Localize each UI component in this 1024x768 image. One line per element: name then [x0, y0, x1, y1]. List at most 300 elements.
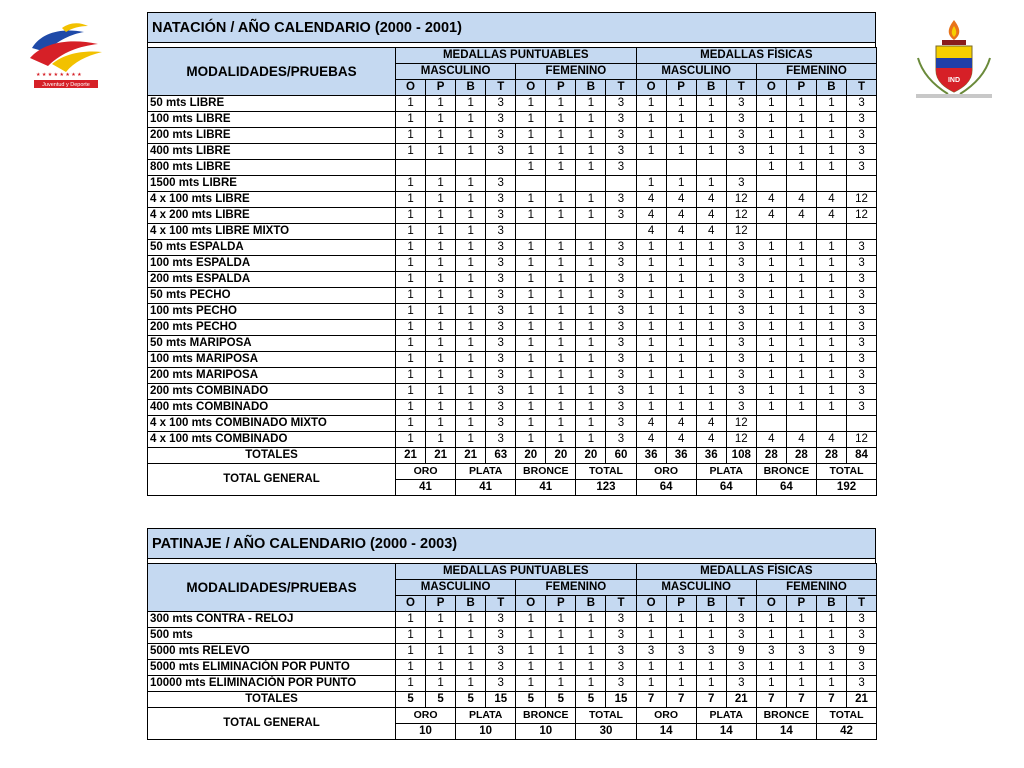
total-value: 63 — [486, 448, 516, 464]
medal-count: 1 — [546, 432, 576, 448]
medal-count: 1 — [636, 628, 666, 644]
table-row — [148, 384, 877, 400]
medal-count: 1 — [396, 400, 426, 416]
total-value: 84 — [846, 448, 876, 464]
medal-count: 3 — [846, 272, 876, 288]
medal-count: 1 — [396, 144, 426, 160]
medal-count: 3 — [726, 288, 756, 304]
medal-count: 1 — [786, 400, 816, 416]
medal-count: 1 — [516, 96, 546, 112]
table-row — [148, 336, 877, 352]
column-header: T — [486, 596, 516, 612]
medal-count: 1 — [816, 304, 846, 320]
medal-count — [816, 416, 846, 432]
total-value: 36 — [696, 448, 726, 464]
medal-count: 1 — [456, 272, 486, 288]
medal-count: 1 — [426, 612, 456, 628]
total-value: 28 — [786, 448, 816, 464]
medal-count: 1 — [696, 384, 726, 400]
medal-count — [786, 224, 816, 240]
medal-count: 1 — [636, 660, 666, 676]
medal-count: 1 — [426, 256, 456, 272]
medal-count: 4 — [696, 416, 726, 432]
medal-count: 1 — [516, 240, 546, 256]
medal-count — [516, 176, 546, 192]
totales-label: TOTALES — [148, 692, 396, 708]
medal-count: 3 — [726, 676, 756, 692]
medal-count: 1 — [576, 128, 606, 144]
medal-count: 3 — [846, 336, 876, 352]
medal-count — [816, 224, 846, 240]
medal-count: 1 — [396, 112, 426, 128]
medal-count: 1 — [636, 336, 666, 352]
medal-count: 3 — [606, 400, 636, 416]
medal-count: 3 — [846, 352, 876, 368]
medal-count: 3 — [636, 644, 666, 660]
table-row — [148, 128, 877, 144]
medal-count: 3 — [606, 384, 636, 400]
event-name: 50 mts PECHO — [148, 288, 396, 304]
medal-count: 1 — [696, 628, 726, 644]
fisicas-header: MEDALLAS FÍSICAS — [636, 48, 877, 64]
medal-count: 1 — [546, 384, 576, 400]
medal-count: 1 — [396, 192, 426, 208]
natacion-table — [147, 47, 877, 496]
medal-count: 1 — [756, 368, 786, 384]
medal-count: 1 — [696, 96, 726, 112]
event-name: 500 mts — [148, 628, 396, 644]
event-name: 200 mts ESPALDA — [148, 272, 396, 288]
medal-count: 1 — [456, 144, 486, 160]
medal-count: 1 — [816, 128, 846, 144]
medal-count: 1 — [546, 416, 576, 432]
medal-count — [516, 224, 546, 240]
medal-count: 3 — [606, 192, 636, 208]
medal-count: 1 — [456, 240, 486, 256]
total-value: 7 — [696, 692, 726, 708]
medal-count: 1 — [636, 612, 666, 628]
medal-count: 1 — [426, 144, 456, 160]
medal-count: 1 — [786, 112, 816, 128]
medal-count: 1 — [516, 208, 546, 224]
column-header: P — [666, 80, 696, 96]
medal-count: 1 — [756, 628, 786, 644]
medal-count — [786, 416, 816, 432]
medal-count: 1 — [516, 288, 546, 304]
column-header: P — [546, 80, 576, 96]
event-name: 100 mts MARIPOSA — [148, 352, 396, 368]
medal-count: 1 — [456, 224, 486, 240]
medal-count: 1 — [636, 352, 666, 368]
total-value: 7 — [756, 692, 786, 708]
medal-count: 3 — [606, 128, 636, 144]
medal-count: 1 — [666, 384, 696, 400]
event-name: 5000 mts ELIMINACIÓN POR PUNTO — [148, 660, 396, 676]
medal-count: 1 — [426, 176, 456, 192]
medal-count: 1 — [636, 240, 666, 256]
medal-count: 1 — [396, 96, 426, 112]
medal-count: 4 — [816, 208, 846, 224]
medal-count: 1 — [786, 256, 816, 272]
medal-count: 1 — [426, 224, 456, 240]
medal-count: 4 — [636, 432, 666, 448]
total-value: 5 — [546, 692, 576, 708]
medal-count: 1 — [636, 368, 666, 384]
medal-count: 1 — [426, 128, 456, 144]
medal-count: 1 — [396, 368, 426, 384]
medal-count — [846, 416, 876, 432]
event-name: 4 x 200 mts LIBRE — [148, 208, 396, 224]
medal-count: 3 — [726, 256, 756, 272]
medal-count: 3 — [486, 676, 516, 692]
event-name: 100 mts PECHO — [148, 304, 396, 320]
column-header: B — [816, 596, 846, 612]
medal-count: 1 — [576, 612, 606, 628]
medal-count: 1 — [456, 128, 486, 144]
medal-count — [486, 160, 516, 176]
medal-count: 1 — [816, 96, 846, 112]
total-general-value: 14 — [636, 724, 696, 740]
medal-count: 3 — [486, 112, 516, 128]
medal-count: 1 — [636, 288, 666, 304]
summary-column-header: PLATA — [456, 464, 516, 480]
medal-count: 3 — [846, 304, 876, 320]
medal-count: 3 — [846, 256, 876, 272]
medal-count: 1 — [546, 352, 576, 368]
event-name: 4 x 100 mts LIBRE — [148, 192, 396, 208]
medal-count: 4 — [756, 208, 786, 224]
medal-count: 1 — [426, 416, 456, 432]
masculino-header: MASCULINO — [636, 580, 756, 596]
medal-count: 3 — [486, 208, 516, 224]
medal-count: 1 — [696, 256, 726, 272]
medal-count: 3 — [726, 400, 756, 416]
medal-count: 1 — [696, 612, 726, 628]
medal-count: 1 — [516, 256, 546, 272]
medal-count: 1 — [546, 208, 576, 224]
medal-count: 1 — [666, 144, 696, 160]
medal-count: 1 — [396, 352, 426, 368]
medal-count: 1 — [636, 144, 666, 160]
medal-count: 4 — [786, 208, 816, 224]
section-title: NATACIÓN / AÑO CALENDARIO (2000 - 2001) — [147, 12, 876, 43]
total-value: 20 — [516, 448, 546, 464]
total-general-value: 10 — [516, 724, 576, 740]
medal-count: 3 — [726, 112, 756, 128]
medal-count: 3 — [486, 432, 516, 448]
medal-count: 1 — [696, 272, 726, 288]
medal-count: 3 — [606, 304, 636, 320]
medal-count: 4 — [786, 432, 816, 448]
medal-count: 3 — [756, 644, 786, 660]
medal-count: 3 — [846, 384, 876, 400]
medal-count: 1 — [516, 160, 546, 176]
medal-count: 1 — [426, 644, 456, 660]
event-name: 1500 mts LIBRE — [148, 176, 396, 192]
medal-count: 1 — [396, 644, 426, 660]
medal-count — [546, 176, 576, 192]
table-row — [148, 352, 877, 368]
femenino-header: FEMENINO — [516, 580, 636, 596]
totales-row — [148, 448, 877, 464]
medal-count: 1 — [756, 160, 786, 176]
medal-count: 1 — [696, 320, 726, 336]
medal-count: 1 — [546, 192, 576, 208]
medal-count: 1 — [426, 676, 456, 692]
table-row — [148, 304, 877, 320]
medal-count: 1 — [696, 144, 726, 160]
table-row — [148, 272, 877, 288]
medal-count: 1 — [696, 336, 726, 352]
medal-count: 1 — [756, 288, 786, 304]
puntuables-header: MEDALLAS PUNTUABLES — [396, 48, 637, 64]
medal-count: 3 — [846, 400, 876, 416]
medal-count: 1 — [516, 128, 546, 144]
medal-count — [606, 176, 636, 192]
medal-count: 4 — [816, 192, 846, 208]
medal-count: 1 — [816, 336, 846, 352]
medal-count: 1 — [396, 304, 426, 320]
medal-count: 3 — [846, 628, 876, 644]
medal-count: 1 — [516, 400, 546, 416]
medal-count: 1 — [456, 400, 486, 416]
total-general-value: 41 — [516, 480, 576, 496]
medal-count: 1 — [786, 368, 816, 384]
medal-count: 3 — [486, 400, 516, 416]
medal-count: 1 — [576, 192, 606, 208]
total-value: 7 — [636, 692, 666, 708]
medal-count: 1 — [816, 112, 846, 128]
medal-count: 1 — [576, 384, 606, 400]
medal-count: 1 — [576, 336, 606, 352]
medal-count: 1 — [426, 272, 456, 288]
medal-count: 1 — [576, 368, 606, 384]
total-value: 5 — [576, 692, 606, 708]
medal-count: 1 — [456, 352, 486, 368]
medal-count: 1 — [666, 240, 696, 256]
medal-count — [576, 224, 606, 240]
column-header: P — [786, 596, 816, 612]
total-general-label: TOTAL GENERAL — [148, 464, 396, 496]
event-name: 200 mts MARIPOSA — [148, 368, 396, 384]
table-row — [148, 368, 877, 384]
medal-count: 1 — [456, 416, 486, 432]
medal-count: 1 — [786, 352, 816, 368]
medal-count — [696, 160, 726, 176]
summary-column-header: ORO — [396, 464, 456, 480]
medal-count: 1 — [426, 432, 456, 448]
medal-count: 3 — [846, 112, 876, 128]
medal-count: 12 — [846, 192, 876, 208]
medal-count: 1 — [666, 352, 696, 368]
table-row — [148, 628, 877, 644]
medal-count: 1 — [816, 272, 846, 288]
medal-count — [756, 176, 786, 192]
table-row — [148, 400, 877, 416]
medal-count — [756, 416, 786, 432]
juventud-deporte-logo-icon — [22, 18, 112, 90]
masculino-header: MASCULINO — [636, 64, 756, 80]
medal-count: 1 — [456, 644, 486, 660]
medal-count: 1 — [426, 352, 456, 368]
event-name: 300 mts CONTRA - RELOJ — [148, 612, 396, 628]
medal-count: 3 — [846, 288, 876, 304]
total-general-value: 42 — [816, 724, 876, 740]
medal-count: 1 — [696, 112, 726, 128]
event-name: 50 mts MARIPOSA — [148, 336, 396, 352]
medal-count: 1 — [516, 336, 546, 352]
medal-count: 1 — [546, 256, 576, 272]
medal-count: 4 — [696, 224, 726, 240]
medal-count: 1 — [456, 432, 486, 448]
medal-count: 3 — [606, 416, 636, 432]
medal-count: 3 — [486, 256, 516, 272]
medal-count: 1 — [426, 660, 456, 676]
medal-count: 3 — [486, 304, 516, 320]
medal-count: 4 — [756, 432, 786, 448]
summary-column-header: TOTAL — [576, 464, 636, 480]
total-value: 5 — [516, 692, 546, 708]
medal-count: 1 — [396, 256, 426, 272]
medal-count: 1 — [756, 112, 786, 128]
table-row — [148, 416, 877, 432]
medal-count: 1 — [756, 384, 786, 400]
medal-count: 1 — [696, 128, 726, 144]
medal-count: 3 — [606, 644, 636, 660]
medal-count: 1 — [786, 628, 816, 644]
column-header: O — [396, 596, 426, 612]
table-row — [148, 160, 877, 176]
total-general-value: 41 — [396, 480, 456, 496]
medal-count: 1 — [816, 160, 846, 176]
medal-count: 3 — [726, 336, 756, 352]
medal-count: 1 — [516, 368, 546, 384]
summary-column-header: PLATA — [696, 464, 756, 480]
medal-count: 1 — [516, 144, 546, 160]
header-row — [148, 564, 877, 580]
medal-count: 1 — [576, 160, 606, 176]
medal-count: 1 — [816, 384, 846, 400]
total-general-value: 30 — [576, 724, 636, 740]
medal-count: 3 — [606, 432, 636, 448]
medal-count: 1 — [456, 368, 486, 384]
medal-count: 1 — [816, 288, 846, 304]
total-value: 7 — [666, 692, 696, 708]
medal-count: 1 — [816, 240, 846, 256]
medal-count: 1 — [696, 176, 726, 192]
summary-column-header: TOTAL — [816, 464, 876, 480]
event-name: 200 mts LIBRE — [148, 128, 396, 144]
medal-count: 1 — [546, 320, 576, 336]
medal-count: 1 — [666, 304, 696, 320]
medal-count: 1 — [396, 676, 426, 692]
medal-count: 3 — [846, 676, 876, 692]
medal-count: 3 — [486, 192, 516, 208]
table-row — [148, 176, 877, 192]
summary-column-header: TOTAL — [576, 708, 636, 724]
total-value: 7 — [816, 692, 846, 708]
total-value: 36 — [636, 448, 666, 464]
medal-count: 1 — [546, 272, 576, 288]
medal-count: 1 — [546, 676, 576, 692]
total-value: 28 — [756, 448, 786, 464]
medal-count: 3 — [726, 128, 756, 144]
medal-count: 1 — [576, 304, 606, 320]
medal-count: 1 — [576, 400, 606, 416]
total-value: 21 — [726, 692, 756, 708]
medal-count — [576, 176, 606, 192]
medal-count: 1 — [576, 628, 606, 644]
medal-count: 3 — [486, 240, 516, 256]
medal-count: 4 — [666, 208, 696, 224]
medal-count: 1 — [666, 612, 696, 628]
medal-count — [426, 160, 456, 176]
medal-count: 1 — [516, 644, 546, 660]
summary-column-header: BRONCE — [756, 464, 816, 480]
svg-text:IND: IND — [947, 77, 961, 84]
medal-count: 3 — [486, 96, 516, 112]
table-row — [148, 256, 877, 272]
medal-count: 1 — [786, 272, 816, 288]
medal-count: 1 — [696, 676, 726, 692]
column-header: B — [816, 80, 846, 96]
medal-count: 3 — [726, 352, 756, 368]
medal-count: 1 — [516, 612, 546, 628]
column-header: B — [576, 596, 606, 612]
medal-count: 1 — [666, 676, 696, 692]
medal-count: 1 — [636, 128, 666, 144]
medal-count: 1 — [636, 676, 666, 692]
column-header: P — [426, 596, 456, 612]
medal-count: 1 — [756, 128, 786, 144]
medal-count: 3 — [486, 336, 516, 352]
medal-count: 1 — [576, 644, 606, 660]
total-general-label: TOTAL GENERAL — [148, 708, 396, 740]
medal-count: 1 — [816, 144, 846, 160]
total-general-value: 14 — [696, 724, 756, 740]
column-header: B — [456, 80, 486, 96]
medal-count: 3 — [846, 128, 876, 144]
ind-torch-shield-logo — [912, 18, 996, 100]
medal-count: 1 — [576, 208, 606, 224]
medal-count: 1 — [426, 288, 456, 304]
medal-count: 3 — [606, 272, 636, 288]
table-row — [148, 96, 877, 112]
total-value: 5 — [456, 692, 486, 708]
patinaje-section — [147, 528, 876, 740]
medal-count: 1 — [456, 256, 486, 272]
medal-count: 3 — [486, 176, 516, 192]
medal-count: 1 — [636, 400, 666, 416]
event-name: 200 mts PECHO — [148, 320, 396, 336]
medal-count: 1 — [786, 288, 816, 304]
total-value: 21 — [846, 692, 876, 708]
medal-count: 1 — [456, 208, 486, 224]
medal-count: 3 — [726, 272, 756, 288]
medal-count: 1 — [816, 256, 846, 272]
medal-count: 1 — [636, 176, 666, 192]
medal-count: 1 — [756, 320, 786, 336]
event-name: 50 mts ESPALDA — [148, 240, 396, 256]
column-header: P — [666, 596, 696, 612]
medal-count: 1 — [786, 384, 816, 400]
total-value: 21 — [456, 448, 486, 464]
medal-count: 1 — [456, 320, 486, 336]
column-header: P — [426, 80, 456, 96]
medal-count: 4 — [756, 192, 786, 208]
medal-count: 3 — [726, 320, 756, 336]
table-row — [148, 144, 877, 160]
